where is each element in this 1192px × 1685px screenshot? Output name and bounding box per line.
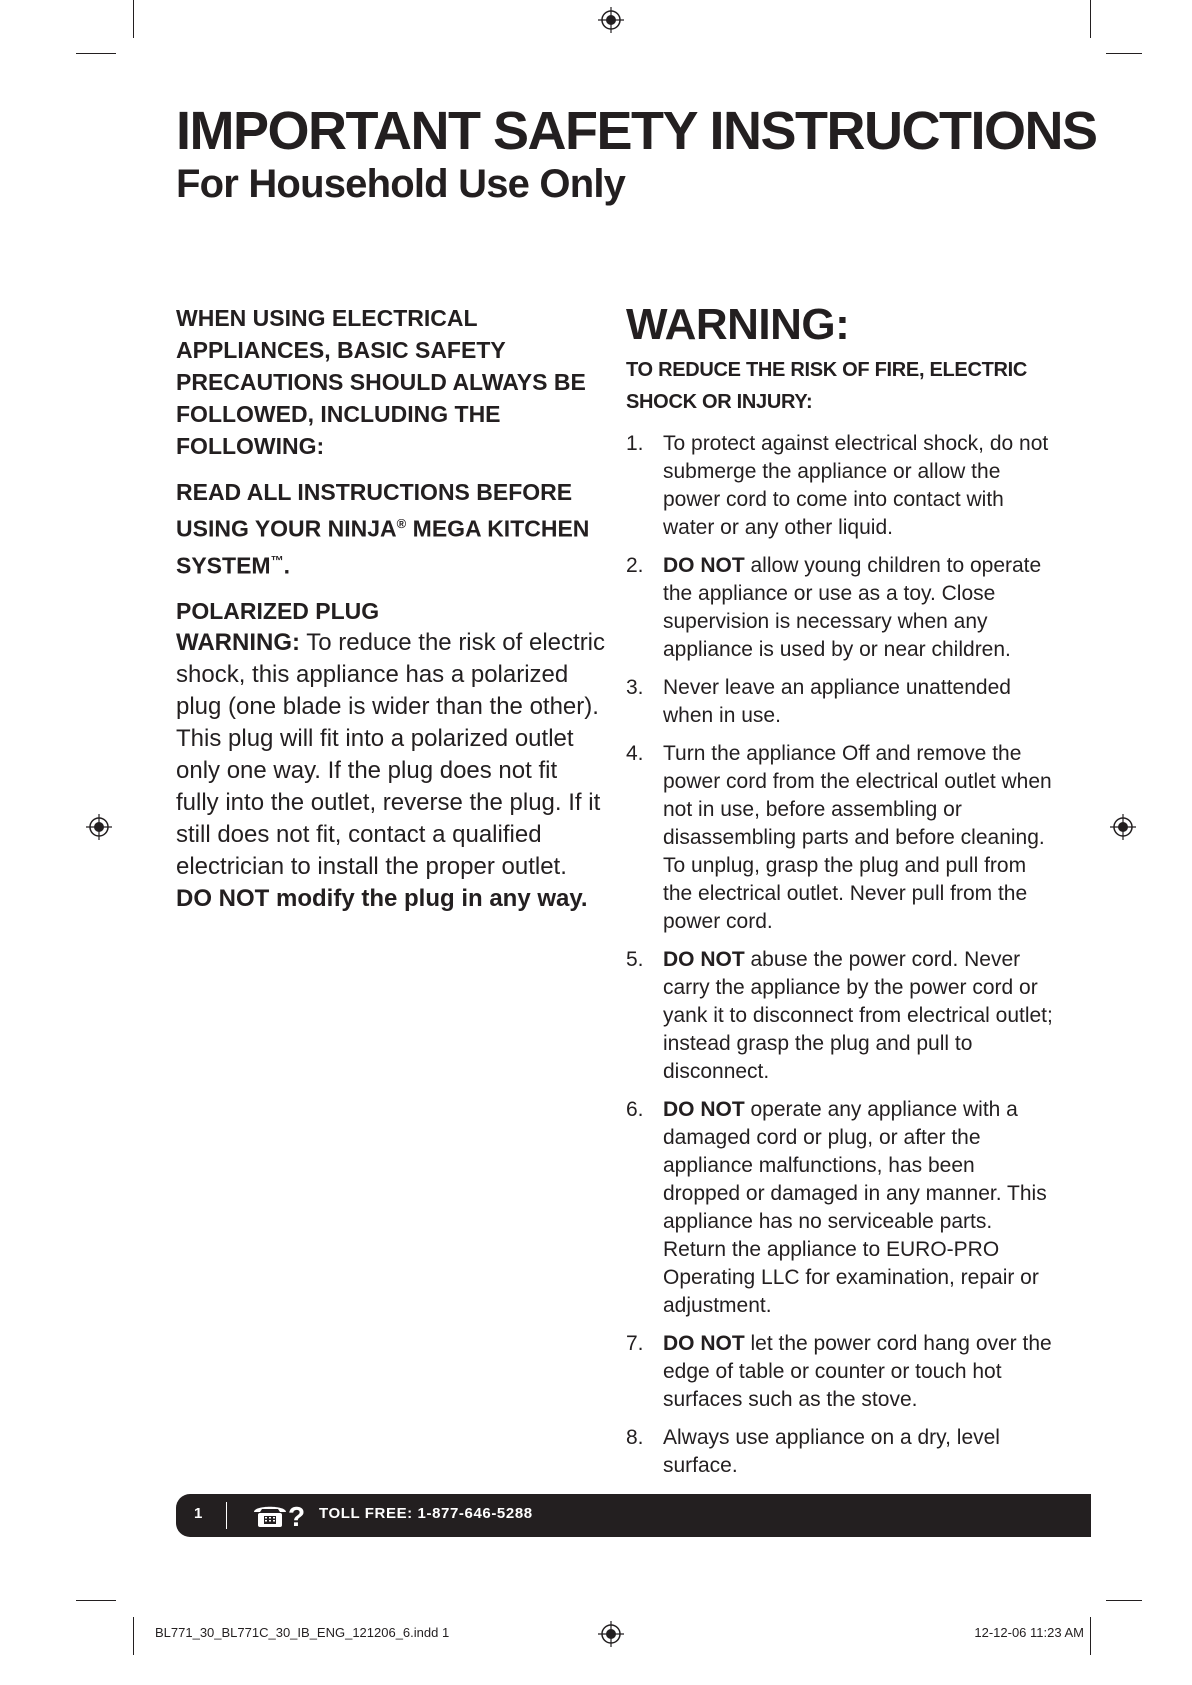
item-body: To protect against electrical shock, do not submerge the appliance or allow the power cord to come into contact with water or any other liquid.: [663, 432, 1049, 539]
registration-mark-icon: [1109, 813, 1137, 841]
polarized-plug-text: To reduce the risk of electric shock, this appliance has a polarized plug (one blade is wider than the other). This plug will fit into a polarized outlet only one way. If the plug does not fit fully into the outlet, reverse the plug. If it still does not fit, contact a qualified electrician to install the proper outlet.: [176, 629, 606, 881]
toll-free-number: TOLL FREE: 1-877-646-5288: [319, 1505, 533, 1522]
item-number: 7.: [626, 1332, 644, 1355]
item-body: allow young children to operate the appliance or use as a toy. Close supervision is necessary when any appliance is used by or near children.: [663, 554, 1042, 661]
item-number: 4.: [626, 742, 644, 765]
safety-list: [626, 430, 1056, 1480]
right-column: [626, 300, 1056, 1490]
list-item: [626, 1096, 1056, 1320]
read-instructions-text: READ ALL INSTRUCTIONS BEFORE USING YOUR NINJA: [176, 479, 573, 542]
item-text: [663, 1424, 1056, 1480]
footer-divider: [226, 1502, 227, 1529]
page-number: 1: [194, 1505, 203, 1522]
svg-text:?: ?: [288, 1501, 306, 1530]
item-body: operate any appliance with a damaged cord or plug, or after the appliance malfunctions, has been dropped or damaged in any manner. This appliance has no serviceable parts. Return the appliance to EURO-PRO Operating LLC for examination, repair or adjustment.: [663, 1098, 1047, 1317]
list-item: [626, 552, 1056, 664]
print-timestamp: 12-12-06 11:23 AM: [974, 1625, 1084, 1640]
page-subtitle: For Household Use Only: [176, 162, 626, 206]
crop-mark: [133, 0, 134, 38]
item-text: [663, 740, 1056, 936]
item-text: [663, 946, 1056, 1086]
list-item: [626, 946, 1056, 1086]
heading-period: .: [283, 552, 290, 579]
crop-mark: [1106, 1600, 1142, 1601]
crop-mark: [133, 1617, 134, 1655]
footer-bar: [176, 1494, 1091, 1537]
crop-mark: [76, 53, 116, 54]
item-text: [663, 430, 1056, 542]
warning-label: WARNING:: [176, 629, 300, 657]
file-slug: BL771_30_BL771C_30_IB_ENG_121206_6.indd 1: [155, 1625, 450, 1640]
item-bold: DO NOT: [663, 948, 745, 971]
registration-mark-icon: [597, 6, 625, 34]
read-instructions-heading: [176, 476, 606, 581]
list-item: [626, 1330, 1056, 1414]
list-item: [626, 674, 1056, 730]
item-bold: DO NOT: [663, 1332, 745, 1355]
item-body: abuse the power cord. Never carry the appliance by the power cord or yank it to disconnect from electrical outlet; instead grasp the plug and pull to disconnect.: [663, 948, 1053, 1083]
item-number: 5.: [626, 948, 644, 971]
warning-subtitle: TO REDUCE THE RISK OF FIRE, ELECTRIC SHOCK OR INJURY:: [626, 359, 1028, 413]
crop-mark: [1090, 1617, 1091, 1655]
item-number: 1.: [626, 432, 644, 455]
item-text: [663, 674, 1056, 730]
list-item: [626, 1424, 1056, 1480]
do-not-modify-plug: DO NOT modify the plug in any way.: [176, 885, 588, 913]
item-text: [663, 1096, 1056, 1320]
item-number: 3.: [626, 676, 644, 699]
item-bold: DO NOT: [663, 554, 745, 577]
crop-mark: [1090, 0, 1091, 38]
polarized-plug-warning: [176, 627, 606, 883]
item-bold: DO NOT: [663, 1098, 745, 1121]
item-number: 2.: [626, 554, 644, 577]
polarized-plug-title: POLARIZED PLUG: [176, 598, 380, 625]
registration-mark-icon: [597, 1620, 625, 1648]
item-number: 6.: [626, 1098, 644, 1121]
item-body: Always use appliance on a dry, level surface.: [663, 1426, 1000, 1477]
telephone-help-icon: [250, 1500, 306, 1530]
trademark-mark: ™: [270, 552, 284, 568]
crop-mark: [76, 1600, 116, 1601]
registered-mark: ®: [396, 516, 407, 531]
item-body: Never leave an appliance unattended when in use.: [663, 676, 1011, 727]
page-title: IMPORTANT SAFETY INSTRUCTIONS: [176, 101, 1097, 161]
item-text: [663, 1330, 1056, 1414]
crop-mark: [1106, 53, 1142, 54]
item-body: let the power cord hang over the edge of table or counter or touch hot surfaces such as the stove.: [663, 1332, 1052, 1411]
registration-mark-icon: [85, 813, 113, 841]
left-column: [176, 302, 606, 915]
item-number: 8.: [626, 1426, 644, 1449]
item-body: Turn the appliance Off and remove the power cord from the electrical outlet when not in use, before assembling or disassembling parts and before cleaning. To unplug, grasp the plug and pull from the electrical outlet. Never pull from the power cord.: [663, 742, 1052, 933]
intro-heading: WHEN USING ELECTRICAL APPLIANCES, BASIC SAFETY PRECAUTIONS SHOULD ALWAYS BE FOLLOWED, INCLUDING THE FOLLOWING:: [176, 305, 586, 459]
product-name: MEGA KITCHEN SYSTEM: [176, 515, 590, 579]
item-text: [663, 552, 1056, 664]
list-item: [626, 740, 1056, 936]
list-item: [626, 430, 1056, 542]
warning-title: WARNING:: [626, 300, 850, 349]
